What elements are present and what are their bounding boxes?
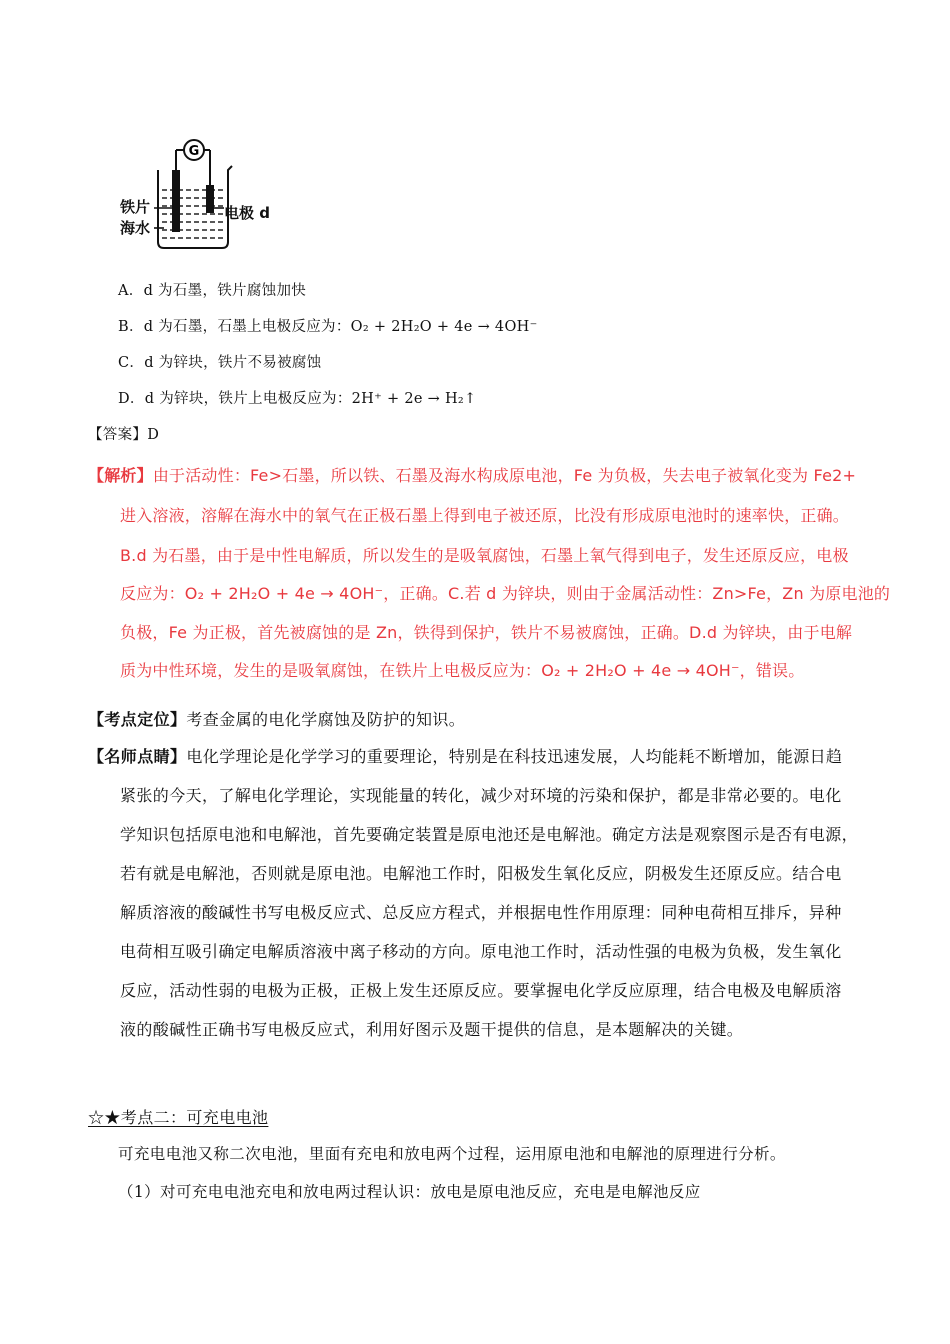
mingshi-line-5: 解质溶液的酸碱性书写电极反应式、总反应方程式，并根据电性作用原理：同种电荷相互排斥，异种 [120, 903, 842, 922]
section-title: ☆★考点二：可充电电池 [88, 1108, 269, 1127]
section-item-1: （1）对可充电电池充电和放电两过程认识：放电是原电池反应，充电是电解池反应 [118, 1183, 701, 1201]
kaodian-label: 【考点定位】 [88, 710, 187, 729]
mingshi-line-2: 紧张的今天，了解电化学理论，实现能量的转化，减少对环境的污染和保护，都是非常必要的。电化 [120, 786, 842, 805]
label-electrode: 电极 d [224, 204, 270, 222]
option-d [118, 387, 477, 408]
analysis-line-3: B.d 为石墨，由于是中性电解质，所以发生的是吸氧腐蚀，石墨上氧气得到电子，发生还原反应，电极 [120, 546, 849, 565]
analysis-line-2: 进入溶液，溶解在海水中的氧气在正极石墨上得到电子被还原，比没有形成原电池时的速率快，正确。 [120, 506, 850, 525]
option-c: C．d 为锌块，铁片不易被腐蚀 [118, 355, 322, 371]
electrode-d [206, 185, 214, 213]
mingshi-label: 【名师点睛】 [88, 747, 187, 766]
section-intro: 可充电电池又称二次电池，里面有充电和放电两个过程，运用原电池和电解池的原理进行分析。 [118, 1145, 786, 1163]
iron-plate [172, 170, 180, 232]
mingshi-line-6: 电荷相互吸引确定电解质溶液中离子移动的方向。原电池工作时，活动性强的电极为负极，发生氧化 [120, 942, 842, 961]
mingshi-line-4: 若有就是电解池，否则就是原电池。电解池工作时，阳极发生氧化反应，阴极发生还原反应。结合电 [120, 864, 842, 883]
analysis-line-6: 质为中性环境，发生的是吸氧腐蚀，在铁片上电极反应为：O₂ + 2H₂O + 4e → 4OH⁻，错误。 [120, 661, 805, 680]
option-a: A．d 为石墨，铁片腐蚀加快 [118, 283, 307, 299]
mingshi-line-8: 液的酸碱性正确书写电极反应式，利用好图示及题干提供的信息，是本题解决的关键。 [120, 1020, 744, 1039]
option-d-equation: 2H⁺ + 2e → H₂↑ [351, 391, 477, 407]
answer-value: D [147, 427, 160, 443]
mingshi-text-1: 电化学理论是化学学习的重要理论，特别是在科技迅速发展，人均能耗不断增加，能源日趋 [186, 747, 843, 766]
analysis-line-1 [88, 463, 856, 486]
analysis-label: 【解析】 [88, 466, 153, 485]
option-d-text: D．d 为锌块，铁片上电极反应为： [118, 391, 352, 407]
option-b-equation: O₂ + 2H₂O + 4e → 4OH⁻ [350, 319, 538, 335]
analysis-line-4: 反应为：O₂ + 2H₂O + 4e → 4OH⁻，正确。C.若 d 为锌块，则由于金属活动性：Zn>Fe，Zn 为原电池的 [120, 584, 891, 603]
mingshi-line-1 [88, 744, 842, 767]
option-b [118, 315, 538, 336]
answer-label: 【答案】 [88, 427, 148, 443]
kaodian [88, 707, 465, 730]
label-iron: 铁片 [120, 198, 151, 216]
mingshi-line-3: 学知识包括原电池和电解池，首先要确定装置是原电池还是电解池。确定方法是观察图示是否有电源， [120, 825, 859, 844]
meter-label: G [188, 144, 200, 159]
option-b-text: B．d 为石墨，石墨上电极反应为： [118, 319, 351, 335]
analysis-text-1: 由于活动性：Fe>石墨，所以铁、石墨及海水构成原电池，Fe 为负极，失去电子被氧化变为 Fe2+ [152, 466, 857, 485]
mingshi-line-7: 反应，活动性弱的电极为正极，正极上发生还原反应。要掌握电化学反应原理，结合电极及电解质溶 [120, 981, 842, 1000]
answer [88, 423, 159, 444]
analysis-line-5: 负极，Fe 为正极，首先被腐蚀的是 Zn，铁得到保护，铁片不易被腐蚀，正确。D.d 为锌块，由于电解 [120, 623, 853, 642]
label-seawater: 海水 [120, 219, 151, 237]
kaodian-text: 考查金属的电化学腐蚀及防护的知识。 [186, 710, 466, 729]
